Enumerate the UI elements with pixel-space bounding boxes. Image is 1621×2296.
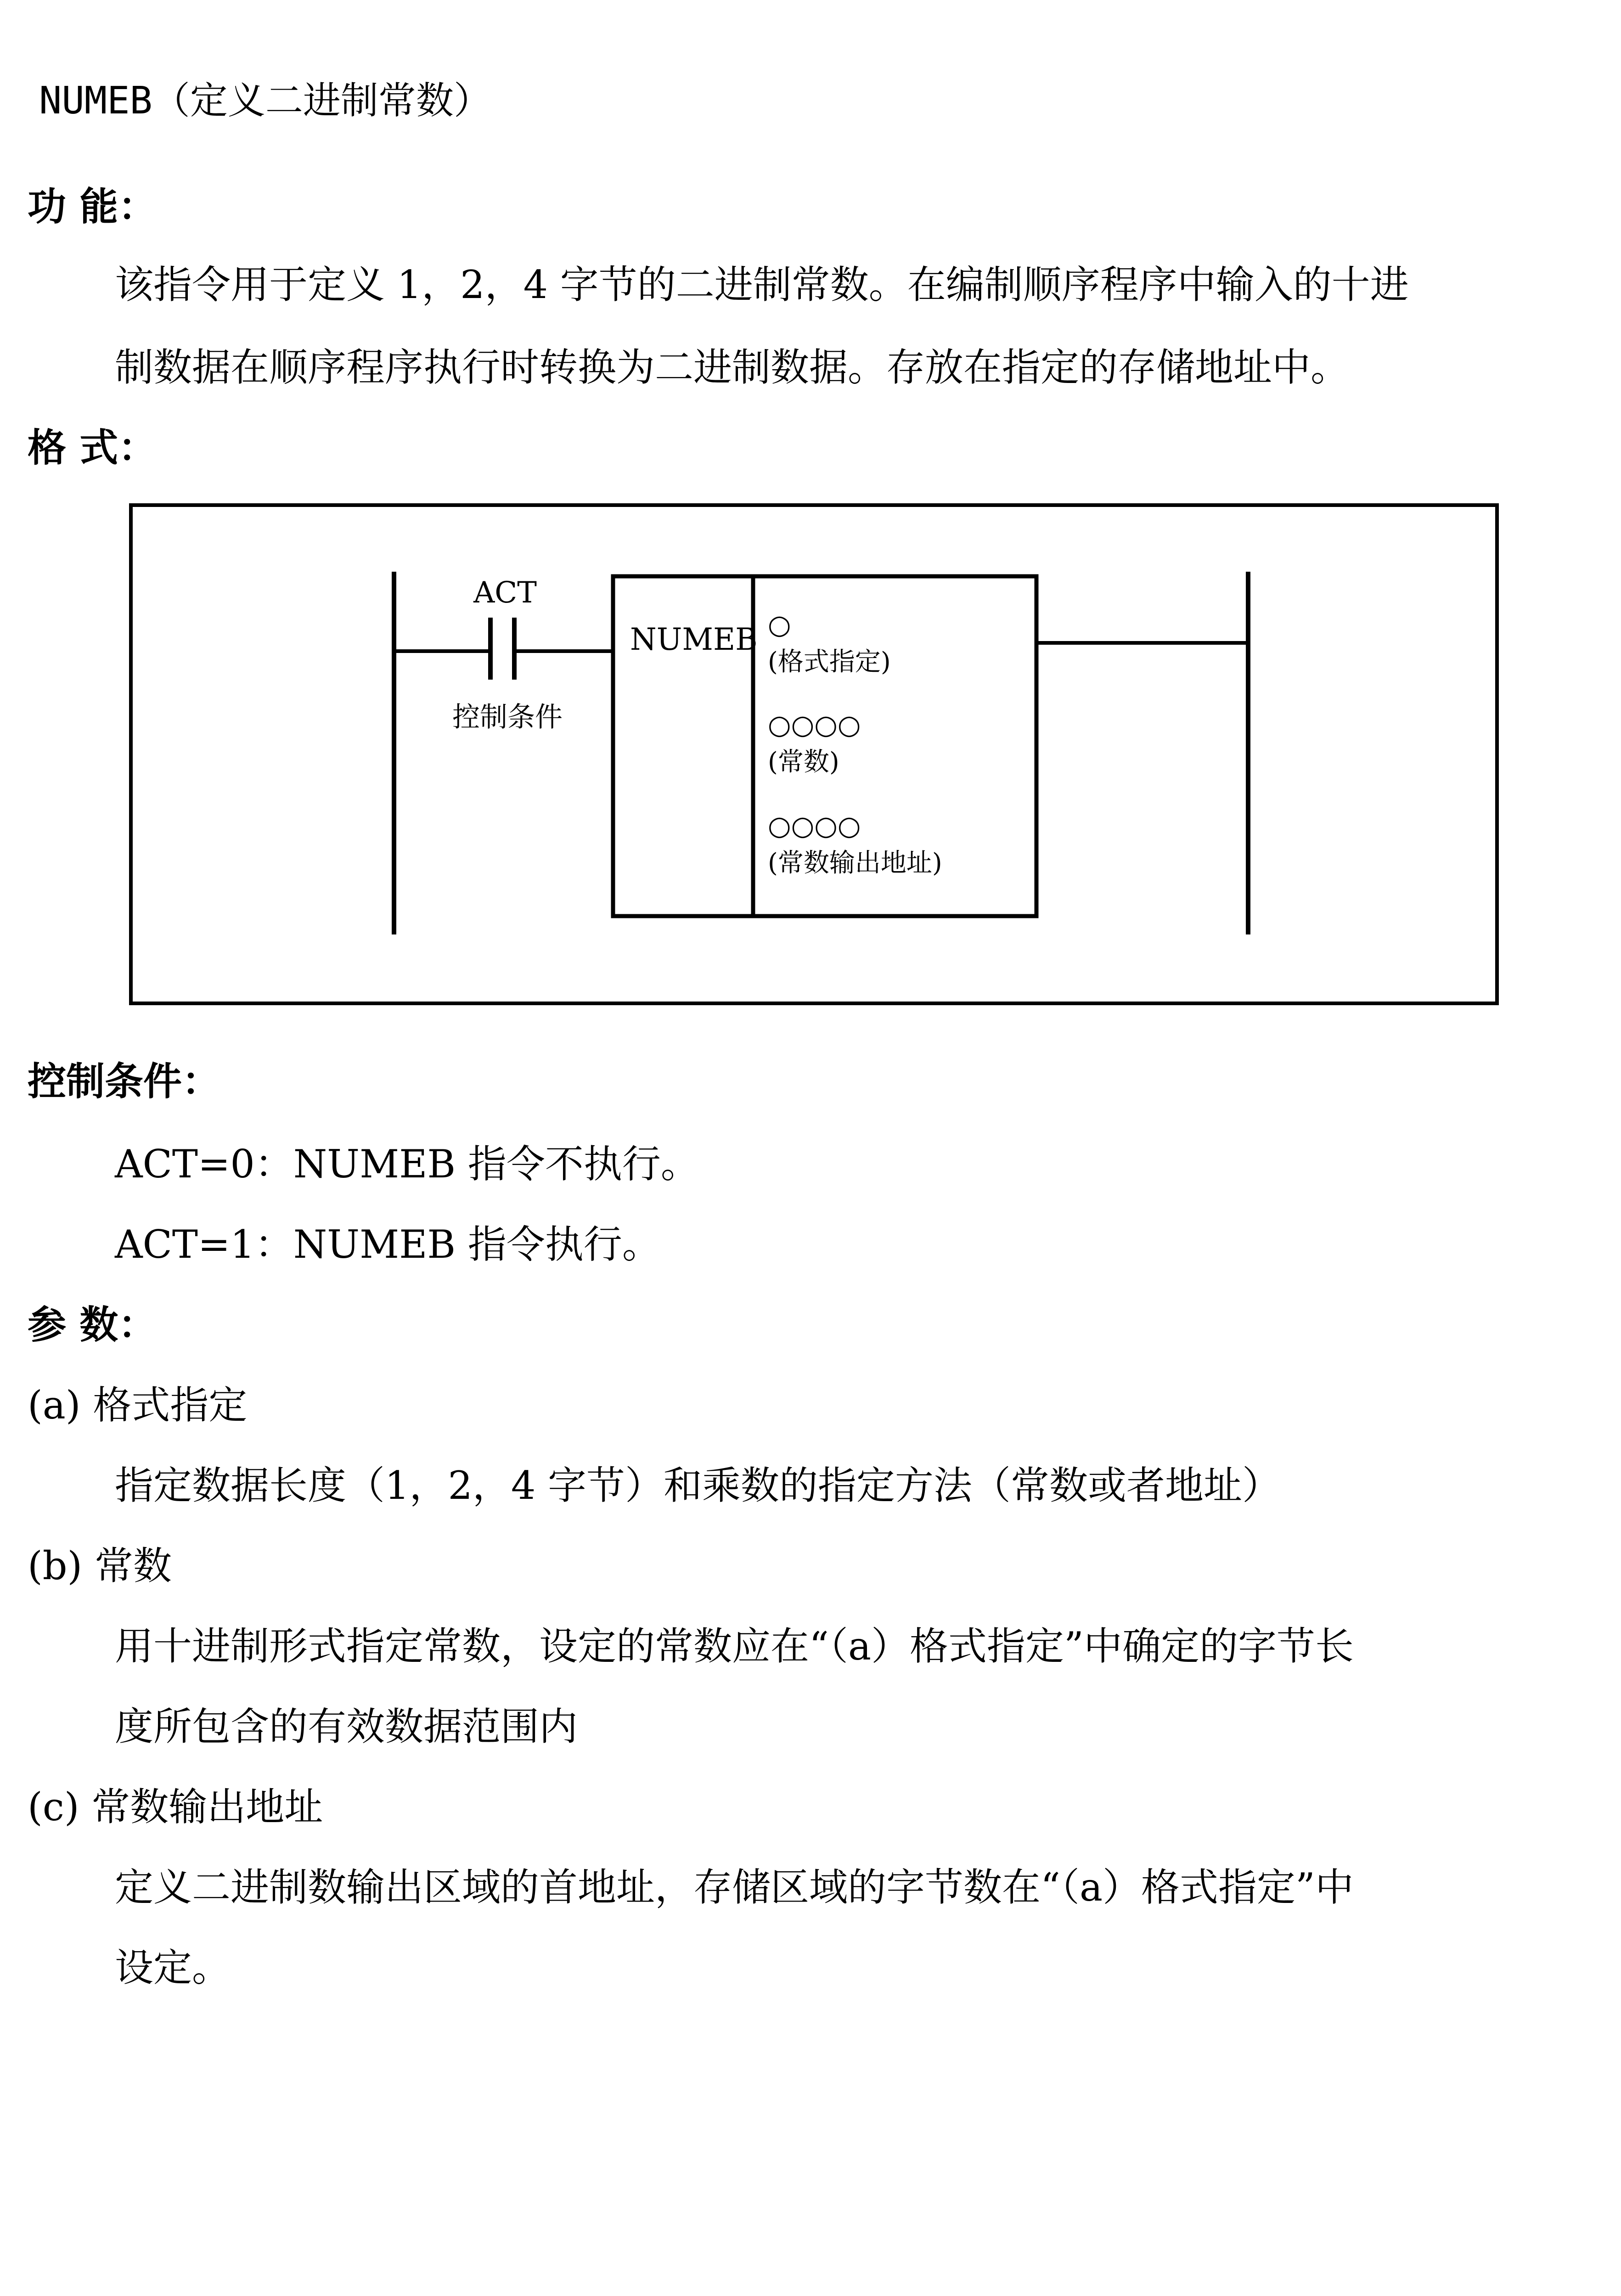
function-name: NUMEB (630, 622, 758, 657)
param-b-label: (b) 常数 (28, 1543, 172, 1588)
control-line-act1: ACT=1：NUMEB 指令执行。 (115, 1222, 661, 1267)
function-heading: 功 能： (28, 184, 157, 229)
param-format-symbol: ○ (768, 609, 791, 640)
function-text-line-1: 该指令用于定义 1，2，4 字节的二进制常数。在编制顺序程序中输入的十进 (115, 262, 1409, 307)
parameters-heading: 参 数： (28, 1302, 157, 1347)
param-constant-label: (常数) (768, 747, 839, 777)
param-format-label: (格式指定) (768, 647, 891, 677)
param-output-address-symbol: ○○○○ (768, 810, 861, 841)
contact-label: ACT (473, 576, 537, 610)
param-constant-symbol: ○○○○ (768, 709, 861, 740)
param-b-text-line-2: 度所包含的有效数据范围内 (115, 1704, 578, 1749)
param-b-text-line-1: 用十进制形式指定常数，设定的常数应在“（a）格式指定”中确定的字节长 (115, 1624, 1354, 1669)
control-condition-label: 控制条件 (452, 701, 563, 733)
control-line-act0: ACT=0：NUMEB 指令不执行。 (115, 1142, 699, 1187)
param-a-label: (a) 格式指定 (28, 1383, 248, 1428)
param-c-text-line-2: 设定。 (115, 1945, 231, 1990)
param-c-label: (c) 常数输出地址 (28, 1784, 323, 1829)
param-a-text-line-1: 指定数据长度（1，2，4 字节）和乘数的指定方法（常数或者地址） (115, 1463, 1281, 1508)
param-output-address-label: (常数输出地址) (768, 848, 942, 878)
control-heading: 控制条件： (28, 1059, 221, 1104)
function-text-line-2: 制数据在顺序程序执行时转换为二进制数据。存放在指定的存储地址中。 (115, 345, 1350, 390)
page-title: NUMEB（定义二进制常数） (39, 79, 491, 123)
format-heading: 格 式： (28, 425, 157, 470)
ladder-diagram (0, 0, 1621, 1056)
param-c-text-line-1: 定义二进制数输出区域的首地址，存储区域的字节数在“（a）格式指定”中 (115, 1865, 1354, 1910)
